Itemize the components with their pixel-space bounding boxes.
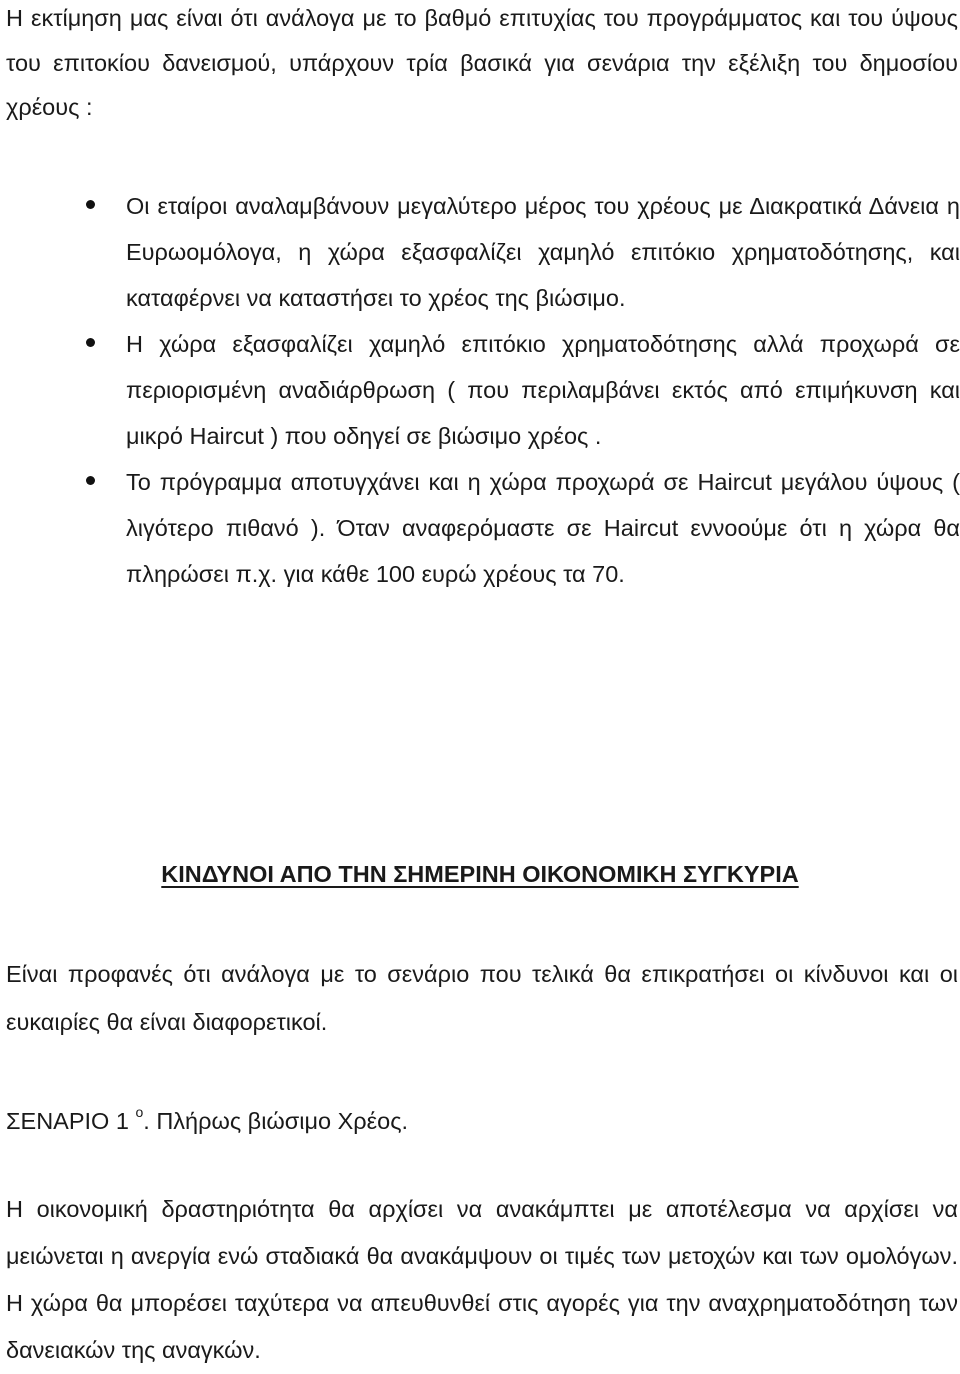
list-item (0, 459, 960, 597)
scenarios-bullet-list (0, 183, 960, 597)
bullet-icon (86, 338, 95, 347)
scenario-1-title (6, 1093, 408, 1143)
intro-paragraph: Η εκτίμηση μας είναι ότι ανάλογα με το βαθμό επιτυχίας του προγράμματος και του ύψους του επιτοκίου δανεισμού, υπάρχουν τρία βασικά για σενάρια την εξέλιξη του δημοσίου χρέους : (6, 5, 958, 120)
list-item-text: Η χώρα εξασφαλίζει χαμηλό επιτόκιο χρηματοδότησης αλλά προχωρά σε περιορισμένη αναδιάρθρωση ( που περιλαμβάνει εκτός από επιμήκυνση και μικρό Haircut ) που οδηγεί σε βιώσιμο χρέος . (126, 331, 960, 449)
risks-heading: ΚΙΝΔΥΝΟΙ ΑΠΟ ΤΗΝ ΣΗΜΕΡΙΝΗ ΟΙΚΟΝΟΜΙΚΗ ΣΥΓΚΥΡΙΑ (161, 861, 799, 887)
bullet-icon (86, 200, 95, 209)
scenario-1-paragraph: Η οικονομική δραστηριότητα θα αρχίσει να ανακάμπτει με αποτέλεσμα να αρχίσει να μειώνεται η ανεργία ενώ σταδιακά θα ανακάμψουν οι τιμές των μετοχών και των ομολόγων. Η χώρα θα μπορέσει ταχύτερα να απευθυνθεί στις αγορές για την αναχρηματοδότηση των δανειακών της αναγκών. (6, 1196, 958, 1363)
list-item-text: Το πρόγραμμα αποτυγχάνει και η χώρα προχωρά σε Haircut μεγάλου ύψους ( λιγότερο πιθανό ). Όταν αναφερόμαστε σε Haircut εννοούμε ότι η χώρα θα πληρώσει π.χ. για κάθε 100 ευρώ χρέους τα 70. (126, 469, 960, 587)
scenario-1-ordinal: ο (135, 1104, 144, 1120)
scenario-1-suffix: . Πλήρως βιώσιμο Χρέος. (143, 1107, 409, 1134)
bullet-icon (86, 476, 95, 485)
risks-paragraph: Είναι προφανές ότι ανάλογα με το σενάριο που τελικά θα επικρατήσει οι κίνδυνοι και οι ευκαιρίες θα είναι διαφορετικοί. (6, 961, 958, 1035)
scenario-1-prefix: ΣΕΝΑΡΙΟ 1 (6, 1107, 129, 1134)
list-item-text: Οι εταίροι αναλαμβάνουν μεγαλύτερο μέρος του χρέους με Διακρατικά Δάνεια η Ευρωομόλογα, η χώρα εξασφαλίζει χαμηλό επιτόκιο χρηματοδότησης, και καταφέρνει να καταστήσει το χρέος της βιώσιμο. (126, 193, 960, 311)
list-item (0, 183, 960, 321)
list-item (0, 321, 960, 459)
